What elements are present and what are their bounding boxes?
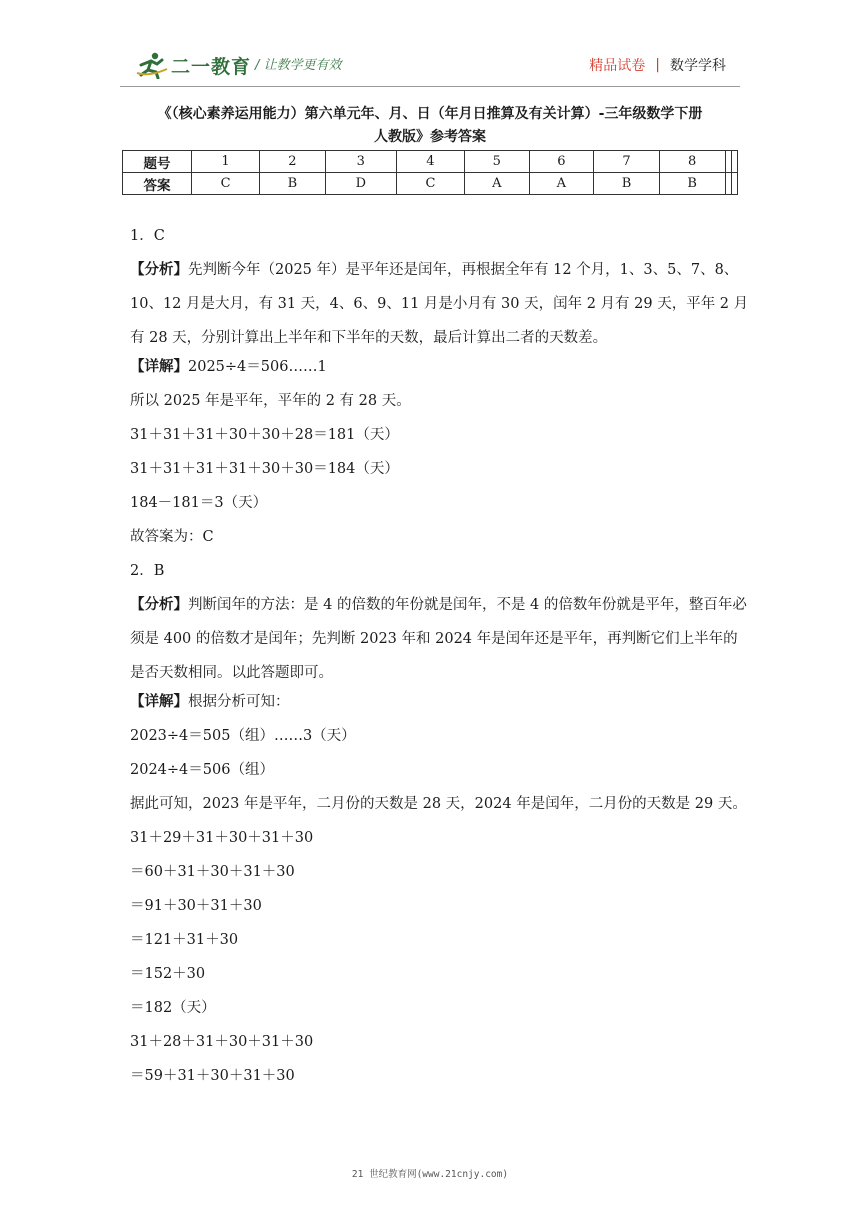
q2-line: 31＋28＋31＋30＋31＋30 (130, 1034, 314, 1050)
q2-detail-first: 根据分析可知： (188, 694, 290, 710)
table-cell: 8 (659, 151, 725, 173)
q1-analysis-text: 先判断今年（2025 年）是平年还是闰年，再根据全年有 12 个月，1、3、5、7、8、10、12 月是大月，有 31 天，4、6、9、11 月是小月有 30 天，闰年 2 月有 29 天，平年 2 月有 28 天，分别计算出上半年和下半年的天数，最后计算出二者的天数差。 (130, 262, 749, 346)
q2-line: ＝59＋31＋30＋31＋30 (130, 1068, 295, 1084)
table-cell: C (396, 173, 464, 195)
table-cell: B (594, 173, 660, 195)
table-cell (731, 151, 737, 173)
page-header (0, 0, 860, 100)
analysis-tag: 【分析】 (130, 597, 188, 613)
page-footer: 21 世纪教育网(www.21cnjy.com) (351, 1169, 509, 1180)
answer-table (122, 150, 738, 195)
q1-line: 184－181＝3（天） (130, 495, 268, 511)
q1-line: 31＋31＋31＋31＋30＋30＝184（天） (130, 461, 399, 477)
detail-tag: 【详解】 (130, 694, 188, 710)
question-number-row (123, 151, 738, 173)
q2-analysis-text: 判断闰年的方法：是 4 的倍数的年份就是闰年，不是 4 的倍数年份就是平年，整百年必须是 400 的倍数才是闰年；先判断 2023 年和 2024 年是闰年还是平年，再判断它们上半年的是否天数相同。以此答题即可。 (130, 597, 747, 681)
solutions (130, 226, 750, 1100)
table-cell: C (192, 173, 260, 195)
q1-line: 31＋31＋31＋30＋30＋28＝181（天） (130, 427, 399, 443)
q2-line: ＝121＋31＋30 (130, 932, 239, 948)
q1-detail (130, 357, 750, 377)
header-separator: | (655, 57, 660, 73)
q2-line: 据此可知，2023 年是平年，二月份的天数是 28 天，2024 年是闰年，二月份的天数是 29 天。 (130, 796, 747, 812)
logo (135, 50, 251, 80)
title-line-1: 《（核心素养运用能力）第六单元年、月、日（年月日推算及有关计算）-三年级数学下册 (157, 106, 703, 122)
subject-label: 数学学科 (670, 58, 726, 74)
row-label-answer: 答案 (123, 173, 192, 195)
slogan: / 让教学更有效 (255, 58, 342, 73)
header-divider (120, 86, 740, 87)
q2-heading: 2．B (130, 563, 165, 579)
q2-line: 31＋29＋31＋30＋31＋30 (130, 830, 314, 846)
table-cell: 3 (325, 151, 396, 173)
header-right (589, 55, 726, 75)
q2-detail (130, 692, 750, 712)
table-cell: 1 (192, 151, 260, 173)
detail-tag: 【详解】 (130, 359, 188, 375)
table-cell: 4 (396, 151, 464, 173)
q1-line: 故答案为：C (130, 529, 214, 545)
q1-detail-first: 2025÷4＝506……1 (188, 359, 327, 375)
table-cell: B (260, 173, 326, 195)
quality-label: 精品试卷 (589, 58, 646, 74)
q1-line: 所以 2025 年是平年，平年的 2 有 28 天。 (130, 393, 411, 409)
table-cell: 2 (260, 151, 326, 173)
table-cell: 6 (529, 151, 594, 173)
table-cell: 7 (594, 151, 660, 173)
runner-logo-icon (135, 51, 169, 79)
answer-row (123, 173, 738, 195)
table-cell: 5 (464, 151, 529, 173)
analysis-tag: 【分析】 (130, 262, 188, 278)
q2-line: 2023÷4＝505（组）……3（天） (130, 728, 356, 744)
q2-line: ＝60＋31＋30＋31＋30 (130, 864, 295, 880)
table-cell: A (464, 173, 529, 195)
table-cell: D (325, 173, 396, 195)
table-cell (731, 173, 737, 195)
row-label-number: 题号 (123, 151, 192, 173)
title-line-2: 人教版》参考答案 (374, 129, 486, 145)
q2-line: ＝152＋30 (130, 966, 206, 982)
q2-analysis (130, 588, 750, 690)
document-title (120, 103, 740, 149)
q2-line: ＝91＋30＋31＋30 (130, 898, 262, 914)
q1-heading: 1．C (130, 228, 165, 244)
q1-analysis (130, 253, 750, 355)
q2-line: 2024÷4＝506（组） (130, 762, 274, 778)
table-cell: A (529, 173, 594, 195)
logo-text: 二一教育 (171, 55, 252, 78)
table-cell: B (659, 173, 725, 195)
q2-line: ＝182（天） (130, 1000, 216, 1016)
